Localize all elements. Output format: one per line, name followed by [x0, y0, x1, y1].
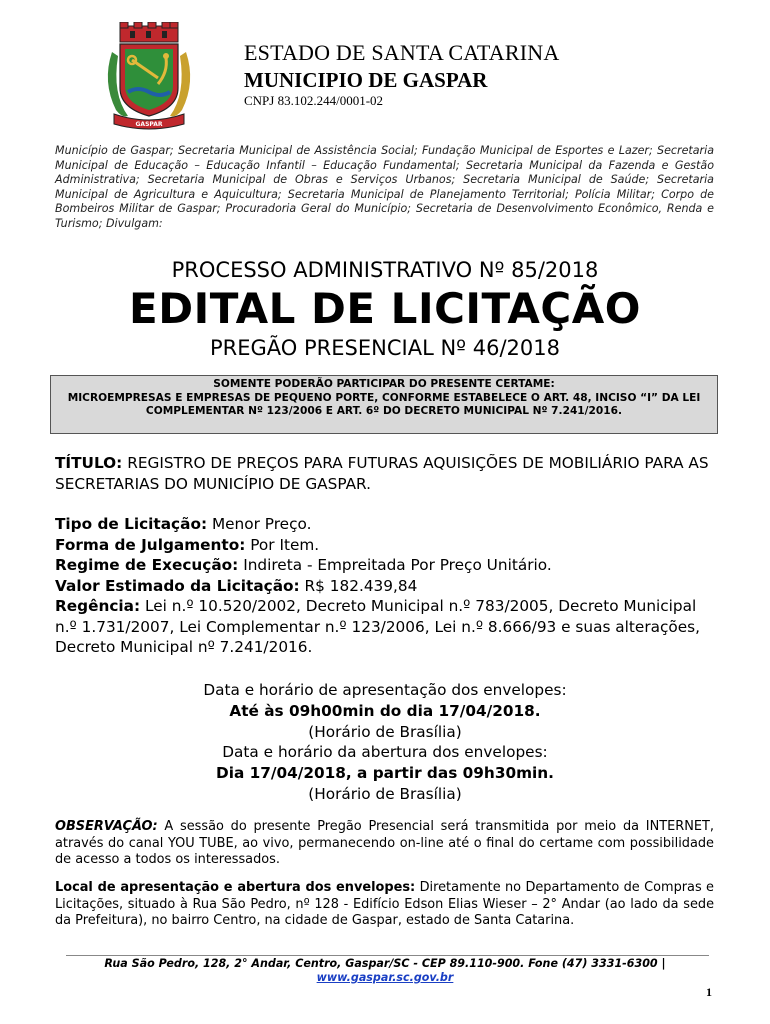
- notice-line-2: MICROEMPRESAS E EMPRESAS DE PEQUENO PORTE, CONFORME ESTABELECE O ART. 48, INCISO “I” DA LEI COMPLEMENTAR Nº 123/2006 E ART. 6º DO DECRETO MUNICIPAL Nº 7.241/2016.: [67, 391, 701, 418]
- pregao-number: PREGÃO PRESENCIAL Nº 46/2018: [210, 336, 560, 360]
- titulo-value: REGISTRO DE PREÇOS PARA FUTURAS AQUISIÇÕES DE MOBILIÁRIO PARA AS SECRETARIAS DO MUNICÍPIO DE GASPAR.: [55, 454, 709, 493]
- field-valor-value: R$ 182.439,84: [304, 576, 418, 595]
- field-regime-label: Regime de Execução:: [55, 556, 239, 574]
- header-municipality: MUNICIPIO DE GASPAR: [244, 68, 488, 92]
- field-regime-value: Indireta - Empreitada Por Preço Unitário.: [243, 556, 552, 574]
- titulo-label: TÍTULO:: [55, 454, 123, 472]
- field-forma-value: Por Item.: [250, 535, 320, 554]
- footer: [0, 957, 770, 985]
- field-valor: [55, 576, 720, 597]
- footer-website-link[interactable]: www.gaspar.sc.gov.br: [316, 971, 454, 984]
- local-label: Local de apresentação e abertura dos envelopes:: [55, 880, 416, 895]
- dates-line-2: Até às 09h00min do dia 17/04/2018.: [229, 701, 541, 720]
- field-regencia: [55, 596, 720, 658]
- dates-line-5: Dia 17/04/2018, a partir das 09h30min.: [216, 764, 554, 783]
- municipal-crest-logo: [98, 22, 200, 132]
- process-number: PROCESSO ADMINISTRATIVO Nº 85/2018: [171, 258, 599, 282]
- footer-divider: [66, 955, 709, 956]
- dates-line-6: (Horário de Brasília): [308, 784, 462, 803]
- crest-banner-text: GASPAR: [135, 121, 163, 128]
- dates-line-1: Data e horário de apresentação dos envelopes:: [203, 681, 567, 699]
- titulo-section: [55, 453, 720, 495]
- field-tipo-value: Menor Preço.: [211, 515, 312, 533]
- local-paragraph: [55, 880, 714, 930]
- field-forma-label: Forma de Julgamento:: [55, 535, 246, 554]
- observacao-label: OBSERVAÇÃO:: [55, 819, 158, 834]
- dates-line-4: Data e horário da abertura dos envelopes:: [222, 743, 548, 762]
- notice-line-1: SOMENTE PODERÃO PARTICIPAR DO PRESENTE CERTAME:: [213, 378, 555, 390]
- bid-fields: [55, 514, 720, 658]
- page-number: 1: [706, 985, 712, 999]
- header-cnpj: CNPJ 83.102.244/0001-02: [244, 93, 384, 108]
- field-valor-label: Valor Estimado da Licitação:: [55, 576, 300, 595]
- dates-section: [0, 680, 770, 805]
- document-title: EDITAL DE LICITAÇÃO: [129, 284, 641, 333]
- field-tipo-label: Tipo de Licitação:: [55, 515, 208, 533]
- field-regime: [55, 555, 720, 576]
- intro-paragraph: Município de Gaspar; Secretaria Municipal de Assistência Social; Fundação Municipal de Esportes e Lazer; Secretaria Municipal de Educação – Educação Infantil – Educação Fundamental; Secretaria Municipal da Fazenda e Gestão Administrativa; Secretaria Municipal de Obras e Serviços Urbanos; Secretaria Municipal de Saúde; Secretaria Municipal de Agricultura e Aquicultura; Secretaria Municipal de Planejamento Territorial; Polícia Militar; Corpo de Bombeiros Militar de Gaspar; Procuradoria Geral do Município; Secretaria de Desenvolvimento Econômico, Renda e Turismo; Divulgam:: [55, 144, 714, 230]
- header-state: ESTADO DE SANTA CATARINA: [244, 40, 560, 65]
- observacao-text: A sessão do presente Pregão Presencial será transmitida por meio da INTERNET, através do canal YOU TUBE, ao vivo, permanecendo on-line até o final do certame com possibilidade de acesso a todos os interessados.: [55, 819, 714, 868]
- local-text: Diretamente no Departamento de Compras e Licitações, situado à Rua São Pedro, nº 128 - Edifício Edson Elias Wieser – 2° Andar (ao lado da sede da Prefeitura), no bairro Centro, na cidade de Gaspar, estado de Santa Catarina.: [55, 880, 714, 929]
- participation-notice-box: [50, 375, 718, 434]
- dates-line-3: (Horário de Brasília): [308, 722, 462, 741]
- field-tipo: [55, 514, 720, 535]
- field-regencia-label: Regência:: [55, 597, 141, 615]
- observacao-paragraph: [55, 819, 714, 869]
- footer-address: Rua São Pedro, 128, 2° Andar, Centro, Gaspar/SC - CEP 89.110-900. Fone (47) 3331-6300 |: [104, 957, 666, 970]
- field-forma: [55, 535, 720, 556]
- field-regencia-value: Lei n.º 10.520/2002, Decreto Municipal n.º 783/2005, Decreto Municipal n.º 1.731/2007, Lei Complementar n.º 123/2006, Lei n.º 8.666/93 e suas alterações, Decreto Municipal nº 7.241/2016.: [55, 597, 701, 656]
